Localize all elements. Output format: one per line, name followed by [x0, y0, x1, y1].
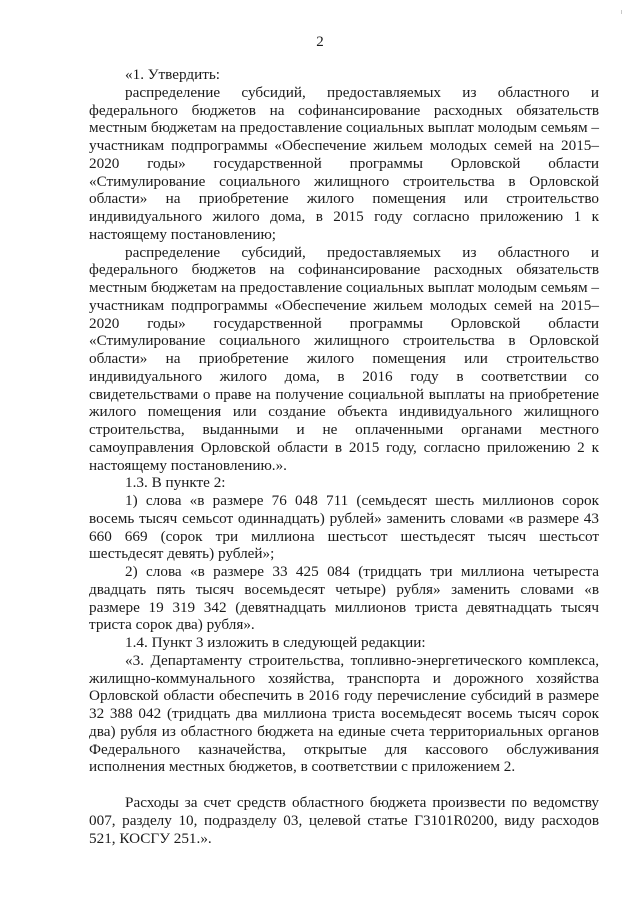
paragraph-approve: «1. Утвердить: [125, 66, 221, 83]
paragraph-point-3: «3. Департаменту строительства, топливно-энергетического комплекса, жилищно-коммунального хозяйства, транспорта и дорожного хозяйства Орловской области обеспечить в 2016 году перечисление субсидий в размере 32 388 042 (тридцать два миллиона триста восемьдесят восемь тысяч сорок два) рубля из областного бюджета на единые счета территориальных органов Федерального казначейства, открытые для кассового обслуживания исполнения местных бюджетов, в соответствии с приложением 2. [89, 651, 599, 776]
paragraph-distribution-2016: распределение субсидий, предоставляемых из областного и федерального бюджетов на софинансирование расходных обязательств местным бюджетам на предоставление социальных выплат молодым семьям – участникам подпрограммы «Обеспечение жильем молодых семей на 2015–2020 годы» государственной программы Орловской области «Стимулирование социального жилищного строительства в Орловской области» на приобретение жилого помещения или строительство индивидуального жилого дома, в 2016 году в соответствии со свидетельствами о праве на получение социальной выплаты на приобретение жилого помещения или создание объекта индивидуального жилищного строительства, выданными и не оплаченными органами местного самоуправления Орловской области в 2015 году, согласно приложению 2 к настоящему постановлению.». [89, 243, 599, 474]
paragraph-expenses: Расходы за счет средств областного бюджета произвести по ведомству 007, разделу 10, подразделу 03, целевой статье Г3101R0200, виду расходов 521, КОСГУ 251.». [89, 794, 599, 847]
paragraph-subitem-1: 1) слова «в размере 76 048 711 (семьдесят шесть миллионов сорок восемь тысяч семьсот одиннадцать) рублей» заменить словами «в размере 43 660 669 (сорок три миллиона шестьсот шестьдесят тысяч шестьсот шестьдесят девять) рублей»; [89, 492, 599, 563]
paragraph-subitem-2: 2) слова «в размере 33 425 084 (тридцать три миллиона четыреста двадцать пять тысяч восемьдесят четыре) рубля» заменить словами «в размере 19 319 342 (девятнадцать миллионов триста девятнадцать тысяч триста сорок два) рубля». [89, 563, 599, 634]
document-body [89, 66, 599, 847]
paragraph-item-1-4: 1.4. Пункт 3 изложить в следующей редакции: [125, 634, 426, 651]
paragraph-distribution-2015: распределение субсидий, предоставляемых из областного и федерального бюджетов на софинансирование расходных обязательств местным бюджетам на предоставление социальных выплат молодым семьям – участникам подпрограммы «Обеспечение жильем молодых семей на 2015–2020 годы» государственной программы Орловской области «Стимулирование социального жилищного строительства в Орловской области» на приобретение жилого помещения или строительство индивидуального жилого дома, в 2015 году согласно приложению 1 к настоящему постановлению; [89, 83, 599, 243]
paragraph-item-1-3: 1.3. В пункте 2: [125, 474, 226, 492]
scan-mark [621, 10, 622, 14]
page-number: 2 [316, 34, 324, 50]
